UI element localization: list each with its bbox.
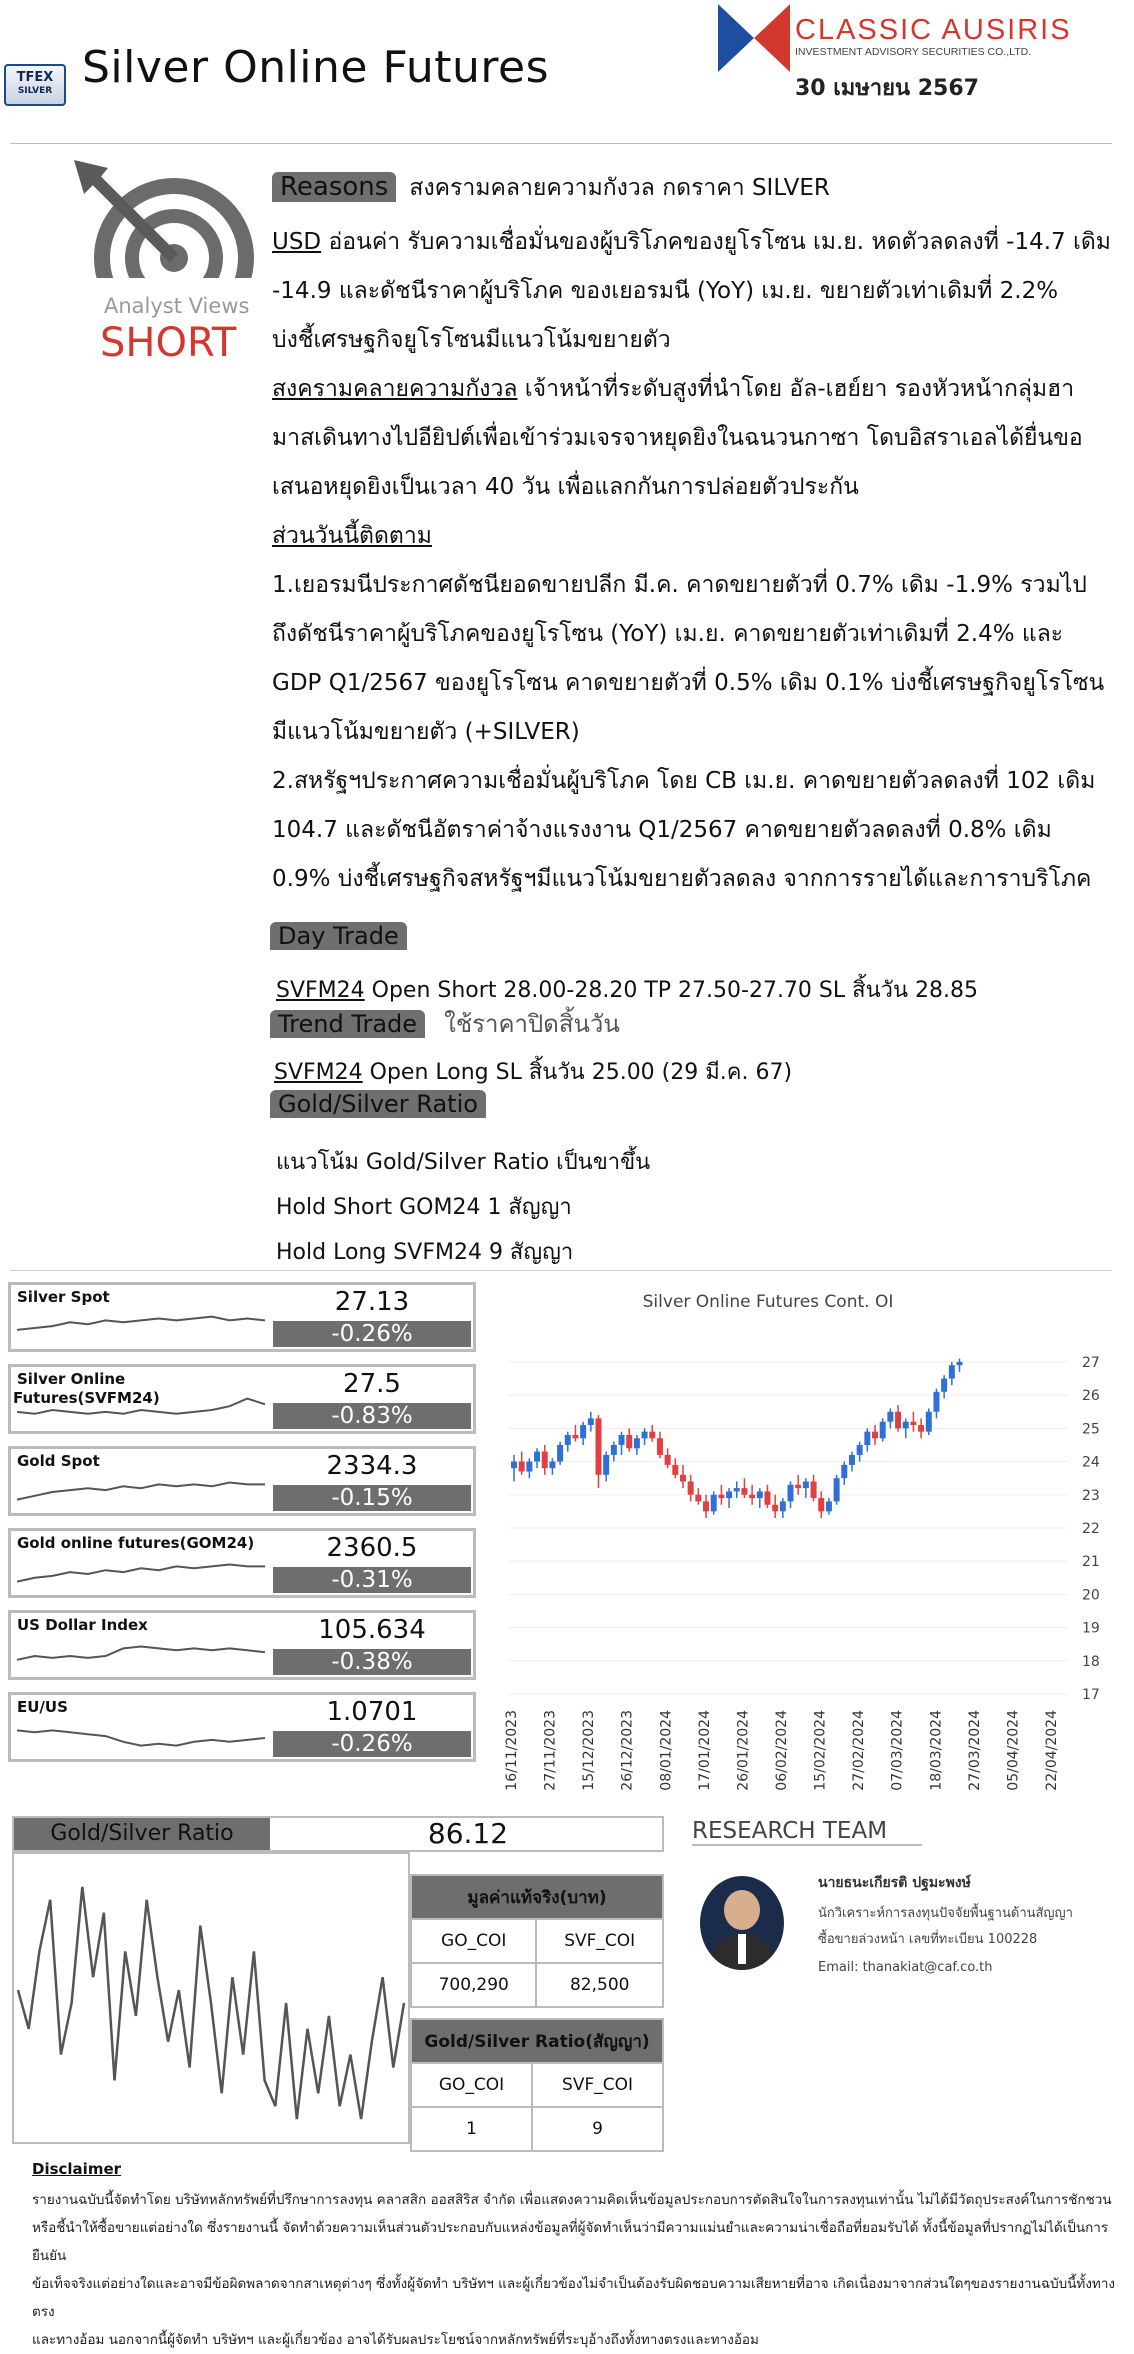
disclaimer-line: หรือชี้นำให้ซื้อขายแต่อย่างใด ซึ่งรายงานนี้ จัดทำด้วยความเห็นส่วนตัวประกอบกับแหล่งข้อมูลที่ผู้จัดทำเห็นว่ามีความแม่นยำและความน่าเชื่อถือที่ยอมรับได้ ทั้งนี้ข้อมูลที่ปรากฏไม่ได้เป็นการยืนยัน	[32, 2220, 1109, 2264]
reason-key-watch: ส่วนวันนี้ติดตาม	[272, 523, 432, 549]
candle-body	[519, 1462, 525, 1472]
reasons-tag: Reasons	[272, 172, 396, 202]
candle-body	[634, 1438, 640, 1448]
y-tick-label: 26	[1082, 1388, 1100, 1405]
candle-body	[611, 1445, 617, 1455]
brand-subtitle: INVESTMENT ADVISORY SECURITIES CO.,LTD.	[795, 46, 1032, 58]
market-panel	[8, 1528, 476, 1598]
gs-ratio-chart-box	[12, 1852, 410, 2144]
market-label-wrap	[13, 1451, 265, 1470]
candle-body	[580, 1425, 586, 1438]
y-tick-label: 21	[1082, 1554, 1100, 1571]
candle-body	[672, 1465, 678, 1475]
trend-trade-tag: Trend Trade	[270, 1010, 425, 1038]
candle-body	[887, 1412, 893, 1422]
brand-name: CLASSIC AUSIRIS	[795, 14, 1072, 46]
candle-body	[749, 1495, 755, 1498]
gs-contracts-title: Gold/Silver Ratio(สัญญา)	[411, 2019, 663, 2063]
y-tick-label: 22	[1082, 1520, 1100, 1537]
gs-ratio-value: 86.12	[427, 1817, 509, 1850]
x-tick-label: 08/01/2024	[658, 1710, 675, 1791]
market-sparkline	[15, 1391, 267, 1429]
reason-line: ถึงดัชนีราคาผู้บริโภคของยูโรโซน (YoY) เม.ย. คาดขยายตัวเท่าเดิมที่ 2.4% และ	[272, 621, 1064, 647]
candle-body	[588, 1418, 594, 1425]
sparkline-path	[17, 1565, 265, 1582]
market-label: Gold online futures(GOM24)	[17, 1534, 255, 1552]
market-panel	[8, 1364, 476, 1434]
market-panel	[8, 1446, 476, 1516]
fair-value-table	[410, 1874, 664, 2008]
market-panel	[8, 1610, 476, 1680]
day-trade-tag-wrap	[270, 922, 407, 950]
reason-text: เจ้าหน้าที่ระดับสูงที่นำโดย อัล-เฮย์ยา รองหัวหน้ากลุ่มฮา	[517, 376, 1075, 402]
x-tick-label: 27/03/2024	[966, 1710, 983, 1791]
market-change: -0.83%	[273, 1403, 471, 1429]
market-value: 27.5	[343, 1369, 401, 1399]
reason-line	[272, 218, 1122, 267]
day-trade-symbol: SVFM24	[276, 978, 365, 1003]
reason-line: GDP Q1/2567 ของยูโรโซน คาดขยายตัวที่ 0.5% เดิม 0.1% บ่งชี้เศรษฐกิจยูโรโซน	[272, 670, 1105, 696]
candle-body	[649, 1432, 655, 1439]
x-tick-label: 22/04/2024	[1044, 1710, 1060, 1791]
analyst-license: ซื้อขายล่วงหน้า เลขที่ทะเบียน 100228	[818, 1932, 1038, 1947]
market-sparkline	[15, 1473, 267, 1511]
table-cell: 700,290	[411, 1963, 536, 2007]
candle-body	[665, 1455, 671, 1465]
page-title: Silver Online Futures	[82, 42, 550, 93]
market-value: 2360.5	[326, 1533, 418, 1563]
market-label-wrap	[13, 1697, 265, 1716]
candle-body	[680, 1475, 686, 1482]
tfex-logo-text: TFEX	[16, 70, 54, 85]
reason-line: 2.สหรัฐฯประกาศความเชื่อมั่นผู้บริโภค โดย CB เม.ย. คาดขยายตัวลดลงที่ 102 เดิม	[272, 768, 1096, 794]
analyst-email: Email: thanakiat@caf.co.th	[818, 1960, 993, 1975]
candle-body	[933, 1392, 939, 1412]
market-label: EU/US	[17, 1698, 68, 1716]
candle-body	[764, 1491, 770, 1504]
chart-title: Silver Online Futures Cont. OI	[642, 1292, 894, 1312]
x-tick-label: 06/02/2024	[774, 1710, 790, 1791]
candle-body	[780, 1501, 786, 1511]
sparkline-path	[17, 1730, 265, 1745]
gs-ratio-lines	[276, 1140, 650, 1275]
day-trade-text	[276, 972, 978, 1007]
disclaimer-body	[32, 2186, 1122, 2354]
candle-body	[642, 1432, 648, 1439]
candle-body	[880, 1422, 886, 1439]
market-label: Gold Spot	[17, 1452, 100, 1470]
candle-body	[895, 1412, 901, 1429]
table-cell: 9	[532, 2107, 663, 2151]
disclaimer-title: Disclaimer	[32, 2160, 122, 2178]
reason-key-usd: USD	[272, 229, 322, 255]
gs-ratio-label: Gold/Silver Ratio	[14, 1818, 270, 1850]
gs-ratio-line-chart	[14, 1854, 408, 2142]
disclaimer-line: รายงานฉบับนี้จัดทำโดย บริษัทหลักทรัพย์ที่ปรึกษาการลงทุน คลาสสิก ออสสิริส จำกัด เพื่อแสดงความคิดเห็นข้อมูลประกอบการตัดสินใจในการลงทุนเท่านั้น ไม่ได้มีวัตถุประสงค์ในการชักชวน	[32, 2192, 1112, 2208]
candle-body	[688, 1481, 694, 1494]
market-sparkline	[15, 1309, 267, 1347]
day-trade-detail: Open Short 28.00-28.20 TP 27.50-27.70 SL สิ้นวัน 28.85	[364, 978, 978, 1003]
market-value: 2334.3	[326, 1451, 418, 1481]
market-panel	[8, 1282, 476, 1352]
candle-body	[841, 1465, 847, 1478]
x-tick-label: 18/03/2024	[928, 1710, 945, 1791]
analyst-view-value: SHORT	[100, 320, 237, 366]
reasons-body	[272, 218, 1122, 904]
analyst-name: นายธนะเกียรติ ปฐมะพงษ์	[818, 1875, 971, 1891]
reason-key-war: สงครามคลายความกังวล	[272, 376, 518, 402]
section-divider	[10, 1270, 1112, 1271]
candle-body	[595, 1418, 601, 1474]
candle-body	[626, 1435, 632, 1448]
classic-ausiris-logo-icon	[718, 4, 790, 72]
y-tick-label: 20	[1082, 1587, 1100, 1604]
market-change: -0.26%	[273, 1731, 471, 1757]
table-header: SVF_COI	[536, 1919, 663, 1963]
candle-body	[926, 1412, 932, 1432]
candle-body	[603, 1455, 609, 1475]
market-sparkline	[15, 1555, 267, 1593]
reasons-headline: สงครามคลายความกังวล กดราคา SILVER	[409, 175, 830, 201]
reason-line: 0.9% บ่งชี้เศรษฐกิจสหรัฐฯมีแนวโน้มขยายตัวลดลง จากการรายได้และการาบริโภค	[272, 866, 1092, 892]
day-trade-tag: Day Trade	[270, 922, 407, 950]
sparkline-path	[17, 1647, 265, 1660]
candle-body	[534, 1452, 540, 1462]
candle-body	[941, 1379, 947, 1392]
reason-line	[272, 365, 1122, 414]
header-divider	[10, 143, 1112, 144]
market-value: 27.13	[334, 1287, 410, 1317]
x-tick-label: 27/11/2023	[542, 1710, 559, 1791]
candle-body	[711, 1495, 717, 1512]
candle-body	[872, 1432, 878, 1439]
analyst-role: นักวิเคราะห์การลงทุนปัจจัยพื้นฐานด้านสัญญา	[818, 1906, 1073, 1921]
candle-body	[957, 1362, 963, 1365]
reason-line: มาสเดินทางไปอียิปต์เพื่อเข้าร่วมเจรจาหยุดยิงในฉนวนกาซา โดบอิสราเอลได้ยื่นขอ	[272, 425, 1083, 451]
candle-body	[703, 1501, 709, 1511]
candle-body	[803, 1481, 809, 1488]
trend-trade-text	[274, 1054, 792, 1089]
market-label-wrap	[13, 1615, 265, 1634]
candle-body	[903, 1422, 909, 1429]
y-tick-label: 17	[1082, 1687, 1100, 1703]
market-label: Silver Spot	[17, 1288, 110, 1306]
candle-body	[565, 1435, 571, 1445]
gs-ratio-path	[18, 1887, 404, 2119]
gs-ratio-line: Hold Short GOM24 1 สัญญา	[276, 1195, 572, 1220]
y-tick-label: 27	[1082, 1354, 1100, 1371]
candle-body	[741, 1488, 747, 1495]
disclaimer-line: และทางอ้อม นอกจากนี้ผู้จัดทำ บริษัทฯ และผู้เกี่ยวข้อง อาจได้รับผลประโยชน์จากหลักทรัพย์ที่ระบุอ้างถึงทั้งทางตรงและทางอ้อม	[32, 2332, 759, 2348]
trend-trade-note: ใช้ราคาปิดสิ้นวัน	[444, 1010, 620, 1038]
candle-body	[818, 1498, 824, 1511]
candle-body	[857, 1445, 863, 1455]
y-tick-label: 23	[1082, 1487, 1100, 1504]
candle-body	[910, 1422, 916, 1425]
reason-line: เสนอหยุดยิงเป็นเวลา 40 วัน เพื่อแลกกันการปล่อยตัวประกัน	[272, 474, 859, 500]
x-tick-label: 16/11/2023	[504, 1710, 520, 1791]
market-label-wrap	[13, 1533, 265, 1552]
candlestick-chart	[478, 1280, 1118, 1820]
market-sparkline	[15, 1719, 267, 1757]
table-cell: 1	[411, 2107, 532, 2151]
candle-body	[864, 1432, 870, 1445]
market-label: US Dollar Index	[17, 1616, 148, 1634]
candle-body	[526, 1462, 532, 1472]
x-tick-label: 17/01/2024	[696, 1710, 713, 1791]
tfex-logo-sub: SILVER	[17, 86, 53, 96]
trend-trade-symbol: SVFM24	[274, 1060, 363, 1085]
table-cell: 82,500	[536, 1963, 663, 2007]
analyst-avatar	[700, 1876, 784, 1970]
x-tick-label: 05/04/2024	[1005, 1710, 1022, 1791]
disclaimer-line: ข้อเท็จจริงแต่อย่างใดและอาจมีข้อผิดพลาดจากสาเหตุต่างๆ ซึ่งทั้งผู้จัดทำ บริษัทฯ และผู้เกี่ยวข้องไม่จำเป็นต้องรับผิดชอบความเสียหายที่อาจ เกิดเนื่องมาจากส่วนใดๆของรายงานฉบับนี้ทั้งทางตรง	[32, 2276, 1115, 2320]
market-change: -0.31%	[273, 1567, 471, 1593]
candle-body	[657, 1438, 663, 1455]
candle-body	[772, 1505, 778, 1512]
reason-line	[272, 512, 1122, 561]
candle-body	[834, 1478, 840, 1501]
x-tick-label: 07/03/2024	[889, 1710, 906, 1791]
gs-ratio-header	[12, 1816, 664, 1852]
gs-ratio-line: แนวโน้ม Gold/Silver Ratio เป็นขาขึ้น	[276, 1150, 651, 1175]
candle-body	[726, 1491, 732, 1498]
reason-line: บ่งชี้เศรษฐกิจยูโรโซนมีแนวโน้มขยายตัว	[272, 327, 671, 353]
candle-body	[918, 1425, 924, 1432]
gs-contracts-table	[410, 2018, 664, 2152]
candle-body	[549, 1462, 555, 1469]
candle-body	[795, 1485, 801, 1488]
candle-body	[511, 1462, 517, 1469]
reason-text: อ่อนค่า รับความเชื่อมั่นของผู้บริโภคของยูโรโซน เม.ย. หดตัวลดลงที่ -14.7 เดิม	[321, 229, 1111, 255]
trend-trade-tag-wrap	[270, 1004, 620, 1043]
x-tick-label: 15/02/2024	[812, 1710, 829, 1791]
gs-ratio-tag-wrap	[270, 1090, 486, 1118]
market-value: 1.0701	[326, 1697, 418, 1727]
fair-value-title: มูลค่าแท้จริง(บาท)	[411, 1875, 663, 1919]
candle-body	[718, 1495, 724, 1498]
reason-line: -14.9 และดัชนีราคาผู้บริโภค ของเยอรมนี (YoY) เม.ย. ขยายตัวเท่าเดิมที่ 2.2%	[272, 278, 1059, 304]
y-tick-label: 18	[1082, 1653, 1100, 1670]
report-date: 30 เมษายน 2567	[795, 76, 979, 101]
candle-body	[619, 1435, 625, 1445]
sparkline-path	[17, 1399, 265, 1414]
gs-ratio-line: Hold Long SVFM24 9 สัญญา	[276, 1240, 574, 1265]
candle-body	[557, 1445, 563, 1462]
candle-body	[695, 1495, 701, 1502]
x-tick-label: 27/02/2024	[851, 1710, 868, 1791]
candle-body	[734, 1488, 740, 1491]
table-header: SVF_COI	[532, 2063, 663, 2107]
reason-line: 1.เยอรมนีประกาศดัชนียอดขายปลีก มี.ค. คาดขยายตัวที่ 0.7% เดิม -1.9% รวมไป	[272, 572, 1087, 598]
reason-line: 104.7 และดัชนีอัตราค่าจ้างแรงงาน Q1/2567 คาดขยายตัวลดลงที่ 0.8% เดิม	[272, 817, 1052, 843]
gs-ratio-tag: Gold/Silver Ratio	[270, 1090, 486, 1118]
market-change: -0.15%	[273, 1485, 471, 1511]
market-label: Silver Online Futures(SVFM24)	[13, 1370, 160, 1407]
reasons-section	[272, 170, 830, 206]
market-change: -0.26%	[273, 1321, 471, 1347]
candle-body	[788, 1485, 794, 1502]
candle-body	[826, 1501, 832, 1511]
candle-body	[572, 1435, 578, 1438]
candle-body	[757, 1491, 763, 1498]
sparkline-path	[17, 1483, 265, 1500]
market-value: 105.634	[318, 1615, 426, 1645]
analyst-view-label: Analyst Views	[104, 294, 250, 318]
candle-body	[811, 1481, 817, 1498]
y-tick-label: 24	[1082, 1454, 1100, 1471]
x-tick-label: 26/01/2024	[735, 1710, 752, 1791]
table-header: GO_COI	[411, 2063, 532, 2107]
x-tick-label: 15/12/2023	[581, 1710, 598, 1791]
tfex-logo	[4, 64, 66, 106]
research-team-title: RESEARCH TEAM	[692, 1818, 922, 1846]
market-change: -0.38%	[273, 1649, 471, 1675]
market-panel	[8, 1692, 476, 1762]
y-tick-label: 25	[1082, 1421, 1100, 1438]
trend-trade-detail: Open Long SL สิ้นวัน 25.00 (29 มี.ค. 67)	[362, 1060, 793, 1085]
oi-chart	[478, 1280, 1118, 1820]
candle-body	[849, 1455, 855, 1465]
y-tick-label: 19	[1082, 1620, 1100, 1637]
market-label-wrap	[13, 1287, 265, 1306]
candle-body	[542, 1452, 548, 1469]
x-tick-label: 26/12/2023	[619, 1710, 636, 1791]
reason-line: มีแนวโน้มขยายตัว (+SILVER)	[272, 719, 580, 745]
candle-body	[949, 1365, 955, 1378]
sparkline-path	[17, 1317, 265, 1330]
table-header: GO_COI	[411, 1919, 536, 1963]
market-sparkline	[15, 1637, 267, 1675]
